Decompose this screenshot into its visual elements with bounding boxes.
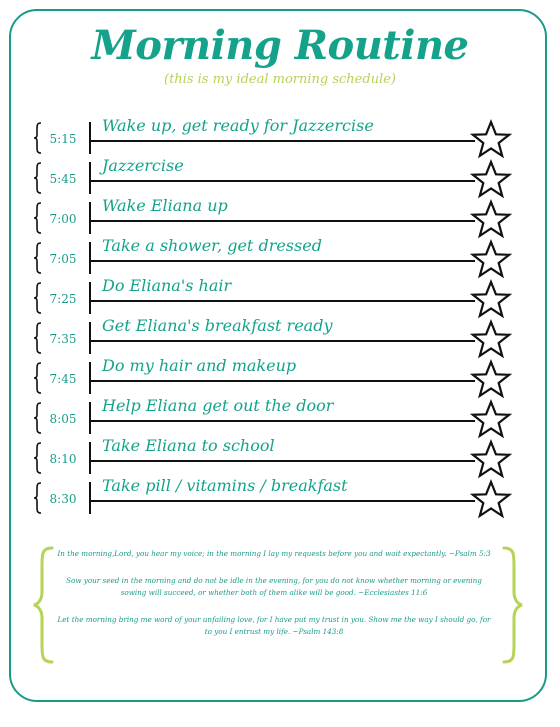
task-underline xyxy=(91,420,475,422)
time-brace-icon xyxy=(33,362,43,394)
routine-row xyxy=(0,196,560,240)
routine-task: Wake Eliana up xyxy=(102,196,228,215)
time-brace-icon xyxy=(33,402,43,434)
routine-task: Take a shower, get dressed xyxy=(102,236,322,255)
task-underline xyxy=(91,180,475,182)
routine-task: Do Eliana's hair xyxy=(102,276,232,295)
task-underline xyxy=(91,380,475,382)
task-underline xyxy=(91,500,475,502)
routine-task: Help Eliana get out the door xyxy=(102,396,334,415)
star-checkbox-icon[interactable] xyxy=(470,479,512,521)
right-brace-icon xyxy=(500,546,524,664)
star-checkbox-icon[interactable] xyxy=(470,119,512,161)
row-divider xyxy=(89,202,91,234)
time-brace-icon xyxy=(33,202,43,234)
left-brace-icon xyxy=(32,546,56,664)
row-divider xyxy=(89,322,91,354)
routine-time: 8:10 xyxy=(49,452,77,466)
time-brace-icon xyxy=(33,442,43,474)
star-checkbox-icon[interactable] xyxy=(470,399,512,441)
row-divider xyxy=(89,242,91,274)
row-divider xyxy=(89,442,91,474)
time-brace-icon xyxy=(33,282,43,314)
routine-time: 7:25 xyxy=(49,292,77,306)
time-brace-icon xyxy=(33,322,43,354)
routine-time: 8:30 xyxy=(49,492,77,506)
routine-time: 7:05 xyxy=(49,252,77,266)
time-brace-icon xyxy=(33,122,43,154)
routine-task: Get Eliana's breakfast ready xyxy=(102,316,333,335)
star-checkbox-icon[interactable] xyxy=(470,199,512,241)
routine-time: 5:45 xyxy=(49,172,77,186)
routine-task: Wake up, get ready for Jazzercise xyxy=(102,116,374,135)
task-underline xyxy=(91,300,475,302)
row-divider xyxy=(89,162,91,194)
routine-row xyxy=(0,436,560,480)
star-checkbox-icon[interactable] xyxy=(470,319,512,361)
star-checkbox-icon[interactable] xyxy=(470,239,512,281)
routine-task: Jazzercise xyxy=(102,156,184,175)
row-divider xyxy=(89,282,91,314)
routine-task: Take Eliana to school xyxy=(102,436,275,455)
routine-time: 5:15 xyxy=(49,132,77,146)
routine-time: 7:00 xyxy=(49,212,77,226)
routine-row xyxy=(0,116,560,160)
row-divider xyxy=(89,482,91,514)
routine-row xyxy=(0,276,560,320)
routine-task: Take pill / vitamins / breakfast xyxy=(102,476,348,495)
routine-time: 8:05 xyxy=(49,412,77,426)
quote-psalm-143-8: Let the morning bring me word of your unfailing love, for I have put my trust in you. Show me the way I should go, for to you I entrust my life. ~Psalm 143:8 xyxy=(57,615,491,636)
routine-time: 7:35 xyxy=(49,332,77,346)
page-title: Morning Routine xyxy=(91,22,469,69)
routine-time: 7:45 xyxy=(49,372,77,386)
star-checkbox-icon[interactable] xyxy=(470,279,512,321)
routine-row xyxy=(0,236,560,280)
task-underline xyxy=(91,220,475,222)
routine-row xyxy=(0,316,560,360)
routine-row xyxy=(0,476,560,520)
quote-ecclesiastes-11-6: Sow your seed in the morning and do not be idle in the evening, for you do not know whether morning or evening sowing will succeed, or whether both of them alike will be good. ~Ecclesiastes 11:6 xyxy=(66,576,482,597)
routine-task: Do my hair and makeup xyxy=(102,356,297,375)
star-checkbox-icon[interactable] xyxy=(470,159,512,201)
scripture-quotes xyxy=(56,548,492,653)
star-checkbox-icon[interactable] xyxy=(470,359,512,401)
time-brace-icon xyxy=(33,162,43,194)
row-divider xyxy=(89,362,91,394)
routine-row xyxy=(0,156,560,200)
routine-row xyxy=(0,396,560,440)
routine-row xyxy=(0,356,560,400)
page-subtitle: (this is my ideal morning schedule) xyxy=(164,72,396,87)
time-brace-icon xyxy=(33,242,43,274)
task-underline xyxy=(91,460,475,462)
quote-psalm-5-3: In the morning,Lord, you hear my voice; in the morning I lay my requests before you and wait expectantly. ~Psalm 5:3 xyxy=(57,549,491,558)
task-underline xyxy=(91,140,475,142)
task-underline xyxy=(91,260,475,262)
task-underline xyxy=(91,340,475,342)
time-brace-icon xyxy=(33,482,43,514)
star-checkbox-icon[interactable] xyxy=(470,439,512,481)
row-divider xyxy=(89,122,91,154)
row-divider xyxy=(89,402,91,434)
